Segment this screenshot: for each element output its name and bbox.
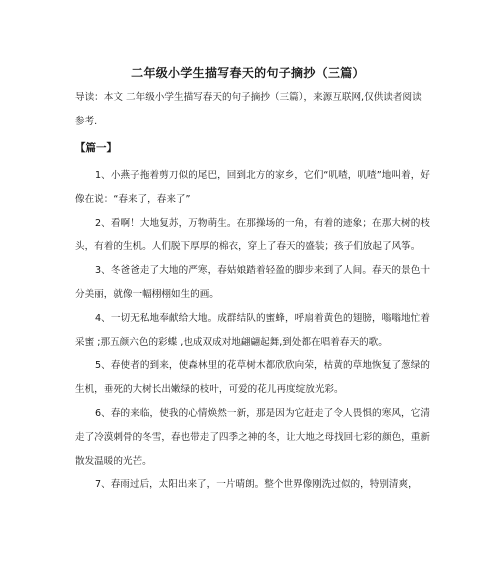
paragraph-list: [75, 164, 430, 497]
paragraph: 4、一切无私地奉献给大地。成群结队的蜜蜂，呼扇着黄色的翅膀，嗡嗡地忙着采蜜 ;那五颜六色的彩蝶 ,也成双成对地翩翩起舞,到处都在唱着春天的歌。: [75, 312, 430, 348]
document-title: 二年级小学生描写春天的句子摘抄（三篇）: [131, 66, 365, 80]
paragraph: 6、春的来临，使我的心情焕然一新，那是因为它赶走了令人畏惧的寒风，它清走了冷漠刺骨的冬雪，春也带走了四季之神的冬，让大地之母找回七彩的颜色，重新散发温暖的光芒。: [75, 407, 430, 467]
paragraph: 5、春使者的到来，使森林里的花草树木都欣欣向荣，枯黄的草地恢复了葱绿的生机，垂死的大树长出嫩绿的枝叶，可爱的花儿再度绽放光彩。: [75, 360, 430, 396]
paragraph: 1、小燕子拖着剪刀似的尾巴，回到北方的家乡，它们“叽喳，叽喳”地叫着，好像在说：“春来了，春来了”: [75, 170, 430, 205]
section-heading: 【篇一】: [75, 142, 117, 154]
paragraph: 2、看啊！大地复苏，万物萌生。在那操场的一角，有着的迹象；在那大树的枝头，有着的生机。人们脱下厚厚的棉衣，穿上了春天的盛装；孩子们放起了风筝。: [75, 217, 430, 253]
document-intro: [75, 86, 430, 134]
paragraph: 7、春雨过后，太阳出来了，一片晴朗。整个世界像刚洗过似的，特别清爽，: [95, 479, 418, 491]
intro-text: 导读：本文 二年级小学生描写春天的句子摘抄（三篇），来源互联网,仅供读者阅读参考.: [75, 92, 422, 127]
paragraph: 3、冬爸爸走了大地的严寒，春姑娘踏着轻盈的脚步来到了人间。春天的景色十分美丽，就像一幅栩栩如生的画。: [75, 265, 430, 300]
